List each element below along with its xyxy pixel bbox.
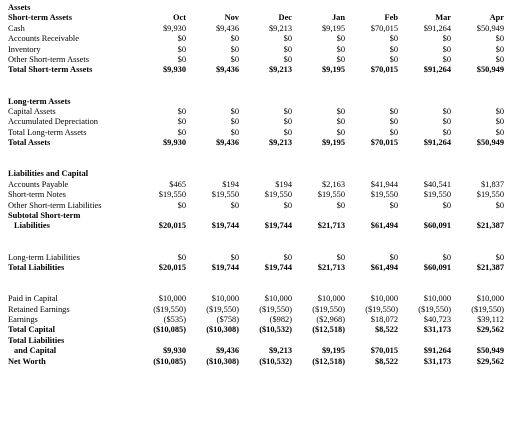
table-cell: $0 <box>283 34 292 44</box>
empty-cell <box>451 211 504 221</box>
empty-cell <box>398 3 451 13</box>
table-cell: $9,436 <box>215 65 239 75</box>
table-cell: $19,550 <box>423 190 451 200</box>
table-cell: $10,000 <box>264 294 292 304</box>
table-cell: ($10,308) <box>206 356 239 366</box>
row-total-short-term-assets <box>8 65 504 75</box>
row-net-worth <box>8 357 504 367</box>
table-cell: $0 <box>230 117 239 127</box>
table-cell: $9,213 <box>268 65 292 75</box>
table-cell: $0 <box>389 127 398 137</box>
table-cell: $0 <box>495 252 504 262</box>
table-cell: ($19,550) <box>471 304 504 314</box>
table-cell: ($19,550) <box>259 304 292 314</box>
row-label: Retained Earnings <box>8 304 70 314</box>
empty-cell <box>133 211 186 221</box>
table-cell: $50,949 <box>476 65 504 75</box>
table-cell: $19,550 <box>211 190 239 200</box>
table-cell: $0 <box>177 127 186 137</box>
table-cell: $50,949 <box>476 138 504 148</box>
table-cell: $91,264 <box>423 23 451 33</box>
section-heading-assets <box>8 3 504 13</box>
table-cell: $0 <box>442 55 451 65</box>
table-cell: $0 <box>495 107 504 117</box>
table-cell: $194 <box>275 179 292 189</box>
table-cell: ($535) <box>163 315 186 325</box>
table-cell: $0 <box>495 55 504 65</box>
section-title: Long-term Assets <box>8 96 71 106</box>
table-cell: ($19,550) <box>418 304 451 314</box>
table-cell: $21,387 <box>476 221 504 231</box>
table-cell: $0 <box>389 34 398 44</box>
table-cell: $0 <box>230 252 239 262</box>
table-cell: $0 <box>230 34 239 44</box>
table-cell: ($10,308) <box>206 325 239 335</box>
empty-cell <box>451 97 504 107</box>
table-cell: $60,091 <box>423 221 451 231</box>
table-cell: $0 <box>283 55 292 65</box>
section-heading-total-liabilities <box>8 336 504 346</box>
empty-cell <box>451 169 504 179</box>
table-cell: $0 <box>230 200 239 210</box>
table-cell: $19,550 <box>317 190 345 200</box>
month-header: Feb <box>384 13 398 23</box>
row-and-capital <box>8 346 504 356</box>
table-cell: $0 <box>495 44 504 54</box>
table-cell: ($19,550) <box>206 304 239 314</box>
table-cell: ($2,968) <box>316 315 345 325</box>
table-cell: $0 <box>283 44 292 54</box>
table-cell: $0 <box>283 252 292 262</box>
table-cell: $9,930 <box>162 346 186 356</box>
empty-cell <box>133 169 186 179</box>
table-cell: $0 <box>230 55 239 65</box>
table-cell: $31,173 <box>423 325 451 335</box>
table-cell: $0 <box>336 117 345 127</box>
table-cell: $10,000 <box>476 294 504 304</box>
empty-cell <box>133 97 186 107</box>
empty-cell <box>398 211 451 221</box>
table-cell: $2,163 <box>321 179 345 189</box>
table-cell: $39,112 <box>477 315 504 325</box>
table-cell: ($19,550) <box>312 304 345 314</box>
empty-cell <box>451 336 504 346</box>
row-cash <box>8 24 504 34</box>
table-cell: $0 <box>495 34 504 44</box>
row-total-capital <box>8 325 504 335</box>
row-label: Total Assets <box>8 138 51 148</box>
balance-sheet-table <box>8 3 504 367</box>
table-cell: $0 <box>442 107 451 117</box>
table-cell: $0 <box>442 34 451 44</box>
table-cell: ($982) <box>269 315 292 325</box>
table-cell: $21,713 <box>317 221 345 231</box>
table-cell: $50,949 <box>476 23 504 33</box>
table-cell: $10,000 <box>317 294 345 304</box>
table-cell: $18,072 <box>370 315 398 325</box>
empty-cell <box>239 211 292 221</box>
row-liabilities <box>8 221 504 231</box>
table-cell: $9,436 <box>215 23 239 33</box>
row-label: Total Long-term Assets <box>8 127 87 137</box>
table-cell: $0 <box>336 252 345 262</box>
table-cell: $41,944 <box>370 179 398 189</box>
table-cell: $9,213 <box>268 23 292 33</box>
table-cell: $0 <box>389 107 398 117</box>
table-cell: ($10,532) <box>259 325 292 335</box>
table-cell: $9,930 <box>162 138 186 148</box>
row-label: Other Short-term Liabilities <box>8 200 102 210</box>
table-cell: $0 <box>177 200 186 210</box>
table-cell: $91,264 <box>423 346 451 356</box>
empty-cell <box>398 169 451 179</box>
table-cell: $31,173 <box>423 356 451 366</box>
row-accounts-receivable <box>8 34 504 44</box>
table-cell: ($12,518) <box>312 356 345 366</box>
empty-cell <box>345 211 398 221</box>
month-header: Jan <box>331 13 345 23</box>
table-cell: ($19,550) <box>153 304 186 314</box>
spacer-row <box>8 273 504 283</box>
row-total-long-term-assets <box>8 128 504 138</box>
table-cell: $29,562 <box>476 356 504 366</box>
spacer-row <box>8 86 504 96</box>
row-retained-earnings <box>8 305 504 315</box>
table-cell: $19,744 <box>264 263 292 273</box>
table-cell: $10,000 <box>370 294 398 304</box>
empty-cell <box>133 336 186 346</box>
table-cell: ($10,085) <box>153 356 186 366</box>
month-header: Oct <box>172 13 186 23</box>
table-cell: $0 <box>389 252 398 262</box>
table-cell: $9,213 <box>268 138 292 148</box>
table-cell: $0 <box>442 44 451 54</box>
row-label: Earnings <box>8 315 38 325</box>
table-cell: $10,000 <box>158 294 186 304</box>
table-cell: $9,436 <box>215 346 239 356</box>
table-cell: ($19,550) <box>365 304 398 314</box>
row-label: Liabilities <box>14 221 50 231</box>
row-label: Accounts Payable <box>8 179 69 189</box>
month-header: Nov <box>224 13 239 23</box>
table-cell: $9,930 <box>162 65 186 75</box>
table-cell: $9,195 <box>321 65 345 75</box>
empty-cell <box>345 3 398 13</box>
row-capital-assets <box>8 107 504 117</box>
section-title: Assets <box>8 3 31 12</box>
column-header-row <box>8 13 504 23</box>
row-label: Total Short-term Assets <box>8 65 93 75</box>
row-label: Paid in Capital <box>8 294 58 304</box>
table-cell: $0 <box>442 127 451 137</box>
empty-cell <box>186 3 239 13</box>
month-header: Dec <box>278 13 292 23</box>
empty-cell <box>398 97 451 107</box>
table-cell: $9,213 <box>268 346 292 356</box>
section-title: Total Liabilities <box>8 335 65 345</box>
balance-sheet <box>8 3 504 367</box>
table-cell: $0 <box>336 200 345 210</box>
table-cell: $70,015 <box>370 65 398 75</box>
row-short-term-notes <box>8 190 504 200</box>
table-cell: ($10,085) <box>153 325 186 335</box>
table-cell: $0 <box>336 34 345 44</box>
table-cell: $10,000 <box>423 294 451 304</box>
row-long-term-liabilities <box>8 253 504 263</box>
section-heading-long-term-assets <box>8 97 504 107</box>
table-cell: $0 <box>442 200 451 210</box>
table-cell: $19,744 <box>211 263 239 273</box>
table-cell: $465 <box>169 179 186 189</box>
row-total-liabilities <box>8 263 504 273</box>
spacer-row <box>8 76 504 86</box>
table-cell: $0 <box>495 200 504 210</box>
row-paid-in-capital <box>8 294 504 304</box>
empty-cell <box>133 3 186 13</box>
table-cell: $20,015 <box>158 263 186 273</box>
table-cell: $10,000 <box>211 294 239 304</box>
empty-cell <box>186 169 239 179</box>
row-label: Accumulated Depreciation <box>8 117 98 127</box>
table-cell: $21,713 <box>317 263 345 273</box>
table-cell: $0 <box>177 44 186 54</box>
section-heading-subtotal-short-term <box>8 211 504 221</box>
table-cell: $19,550 <box>158 190 186 200</box>
row-label: Total Capital <box>8 325 55 335</box>
row-label: Capital Assets <box>8 107 56 117</box>
table-cell: $60,091 <box>423 263 451 273</box>
table-cell: $9,436 <box>215 138 239 148</box>
table-cell: $19,550 <box>476 190 504 200</box>
spacer-row <box>8 232 504 242</box>
empty-cell <box>292 211 345 221</box>
table-cell: $70,015 <box>370 23 398 33</box>
table-cell: $19,744 <box>264 221 292 231</box>
spacer-row <box>8 149 504 159</box>
table-cell: $0 <box>283 107 292 117</box>
empty-cell <box>292 169 345 179</box>
table-cell: $0 <box>336 44 345 54</box>
empty-cell <box>292 336 345 346</box>
table-cell: ($10,532) <box>259 356 292 366</box>
row-label: Short-term Notes <box>8 190 66 200</box>
table-cell: ($12,518) <box>312 325 345 335</box>
table-cell: $70,015 <box>370 346 398 356</box>
row-label: Long-term Liabilities <box>8 252 80 262</box>
table-cell: $0 <box>389 55 398 65</box>
table-cell: $9,930 <box>162 23 186 33</box>
table-cell: $0 <box>177 117 186 127</box>
table-cell: $194 <box>222 179 239 189</box>
row-label: Net Worth <box>8 356 46 366</box>
table-cell: $19,550 <box>264 190 292 200</box>
table-cell: $0 <box>230 107 239 117</box>
empty-cell <box>451 3 504 13</box>
section-heading-liabilities-and-capital <box>8 169 504 179</box>
empty-cell <box>186 97 239 107</box>
empty-cell <box>345 336 398 346</box>
row-inventory <box>8 45 504 55</box>
row-label: Accounts Receivable <box>8 34 79 44</box>
table-cell: $0 <box>442 252 451 262</box>
month-header: Apr <box>489 13 504 23</box>
table-cell: $40,541 <box>423 179 451 189</box>
empty-cell <box>345 169 398 179</box>
spacer-row <box>8 284 504 294</box>
section-title: Liabilities and Capital <box>8 169 89 179</box>
row-label: Short-term Assets <box>8 13 72 23</box>
table-cell: $0 <box>283 117 292 127</box>
table-cell: $0 <box>389 44 398 54</box>
table-cell: $8,522 <box>374 325 398 335</box>
table-cell: $40,723 <box>423 315 451 325</box>
table-cell: $61,494 <box>370 263 398 273</box>
row-accumulated-depreciation <box>8 117 504 127</box>
row-label: Inventory <box>8 44 41 54</box>
empty-cell <box>186 211 239 221</box>
table-cell: $0 <box>336 127 345 137</box>
table-cell: $0 <box>177 107 186 117</box>
table-cell: $61,494 <box>370 221 398 231</box>
table-cell: $0 <box>336 55 345 65</box>
table-cell: $0 <box>230 44 239 54</box>
table-cell: $20,015 <box>158 221 186 231</box>
row-accounts-payable <box>8 180 504 190</box>
month-header: Mar <box>435 13 451 23</box>
table-cell: $21,387 <box>476 263 504 273</box>
table-cell: $0 <box>177 34 186 44</box>
row-label: Total Liabilities <box>8 263 65 273</box>
table-cell: $0 <box>230 127 239 137</box>
row-earnings <box>8 315 504 325</box>
table-cell: $50,949 <box>476 346 504 356</box>
table-cell: $9,195 <box>321 23 345 33</box>
table-cell: $91,264 <box>423 65 451 75</box>
row-total-assets <box>8 138 504 148</box>
table-cell: $91,264 <box>423 138 451 148</box>
table-cell: $8,522 <box>374 356 398 366</box>
empty-cell <box>239 336 292 346</box>
table-cell: $0 <box>177 55 186 65</box>
table-cell: $1,837 <box>480 179 504 189</box>
section-title: Subtotal Short-term <box>8 211 81 221</box>
empty-cell <box>239 3 292 13</box>
row-label: Cash <box>8 23 25 33</box>
table-cell: $19,744 <box>211 221 239 231</box>
empty-cell <box>292 97 345 107</box>
row-other-short-term-liabilities <box>8 201 504 211</box>
table-cell: $9,195 <box>321 138 345 148</box>
table-cell: $0 <box>283 200 292 210</box>
empty-cell <box>186 336 239 346</box>
empty-cell <box>239 169 292 179</box>
table-cell: $9,195 <box>321 346 345 356</box>
table-cell: $0 <box>442 117 451 127</box>
table-cell: $0 <box>389 200 398 210</box>
row-label: Other Short-term Assets <box>8 55 89 65</box>
table-cell: $19,550 <box>370 190 398 200</box>
table-cell: $29,562 <box>476 325 504 335</box>
table-cell: $70,015 <box>370 138 398 148</box>
row-other-short-term-assets <box>8 55 504 65</box>
table-cell: $0 <box>495 117 504 127</box>
table-cell: $0 <box>283 127 292 137</box>
table-cell: $0 <box>389 117 398 127</box>
empty-cell <box>398 336 451 346</box>
table-cell: $0 <box>495 127 504 137</box>
spacer-row <box>8 242 504 252</box>
empty-cell <box>292 3 345 13</box>
empty-cell <box>239 97 292 107</box>
table-cell: ($758) <box>216 315 239 325</box>
table-cell: $0 <box>177 252 186 262</box>
row-label: and Capital <box>14 346 57 356</box>
spacer-row <box>8 159 504 169</box>
empty-cell <box>345 97 398 107</box>
table-cell: $0 <box>336 107 345 117</box>
